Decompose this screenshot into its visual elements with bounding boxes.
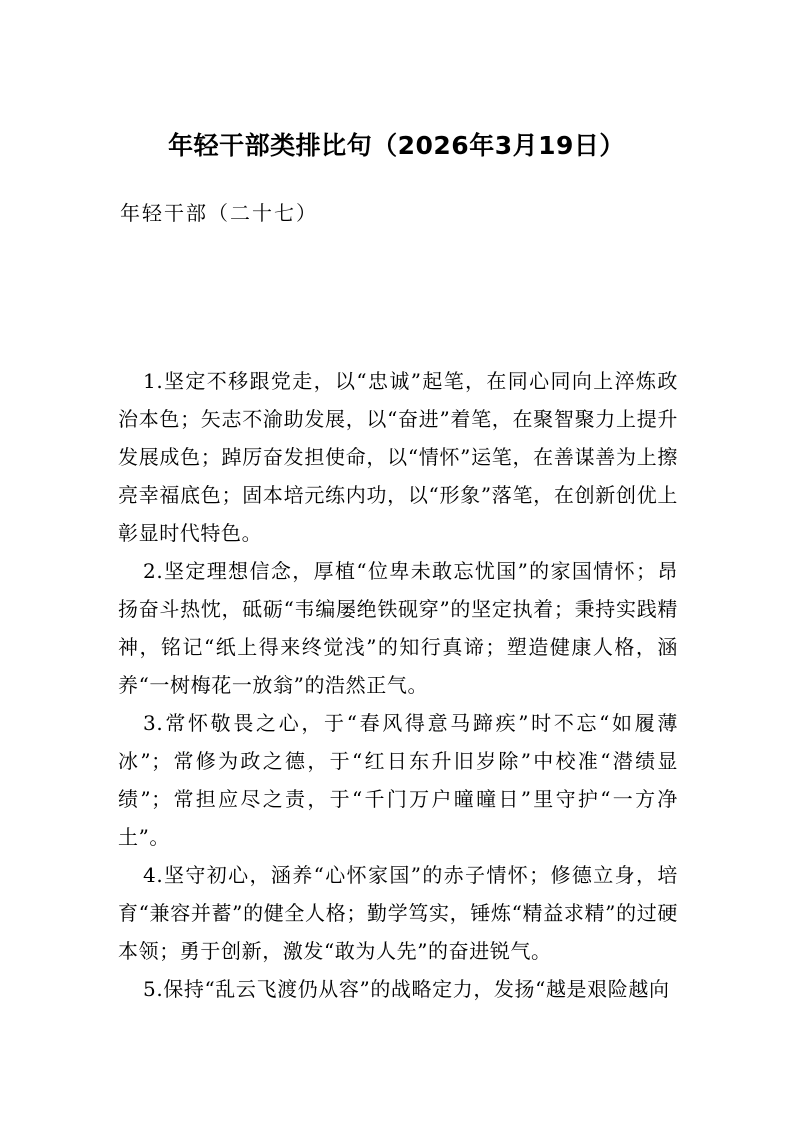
paragraph-4: 4.坚守初心，涵养“心怀家国”的赤子情怀；修德立身，培育“兼容并蓄”的健全人格；勤学笃实，锤炼“精益求精”的过硬本领；勇于创新，激发“敢为人先”的奋进锐气。: [118, 863, 678, 963]
paragraph-2: 2.坚定理想信念，厚植“位卑未敢忘忧国”的家国情怀；昂扬奋斗热忱，砥砺“韦编屡绝铁砚穿”的坚定执着；秉持实践精神，铭记“纸上得来终觉浅”的知行真谛；塑造健康人格，涵养“一树梅花一放翁”的浩然正气。: [118, 559, 678, 697]
paragraph-1: 1.坚定不移跟党走，以“忠诚”起笔，在同心同向上淬炼政治本色；矢志不渝助发展，以“奋进”着笔，在聚智聚力上提升发展成色；踔厉奋发担使命，以“情怀”运笔，在善谋善为上擦亮幸福底色；固本培元练内功，以“形象”落笔，在创新创优上彰显时代特色。: [118, 369, 678, 545]
document-title: 年轻干部类排比句（2026年3月19日）: [168, 131, 625, 160]
document-subtitle: 年轻干部（二十七）: [120, 201, 318, 225]
paragraph-5: 5.保持“乱云飞渡仍从容”的战略定力，发扬“越是艰险越向: [143, 977, 670, 1001]
paragraph-3: 3.常怀敬畏之心，于“春风得意马蹄疾”时不忘“如履薄冰”；常修为政之德，于“红日东升旧岁除”中校准“潜绩显绩”；常担应尽之责，于“千门万户曈曈日”里守护“一方净土”。: [118, 711, 678, 849]
document-body: [118, 362, 678, 1008]
